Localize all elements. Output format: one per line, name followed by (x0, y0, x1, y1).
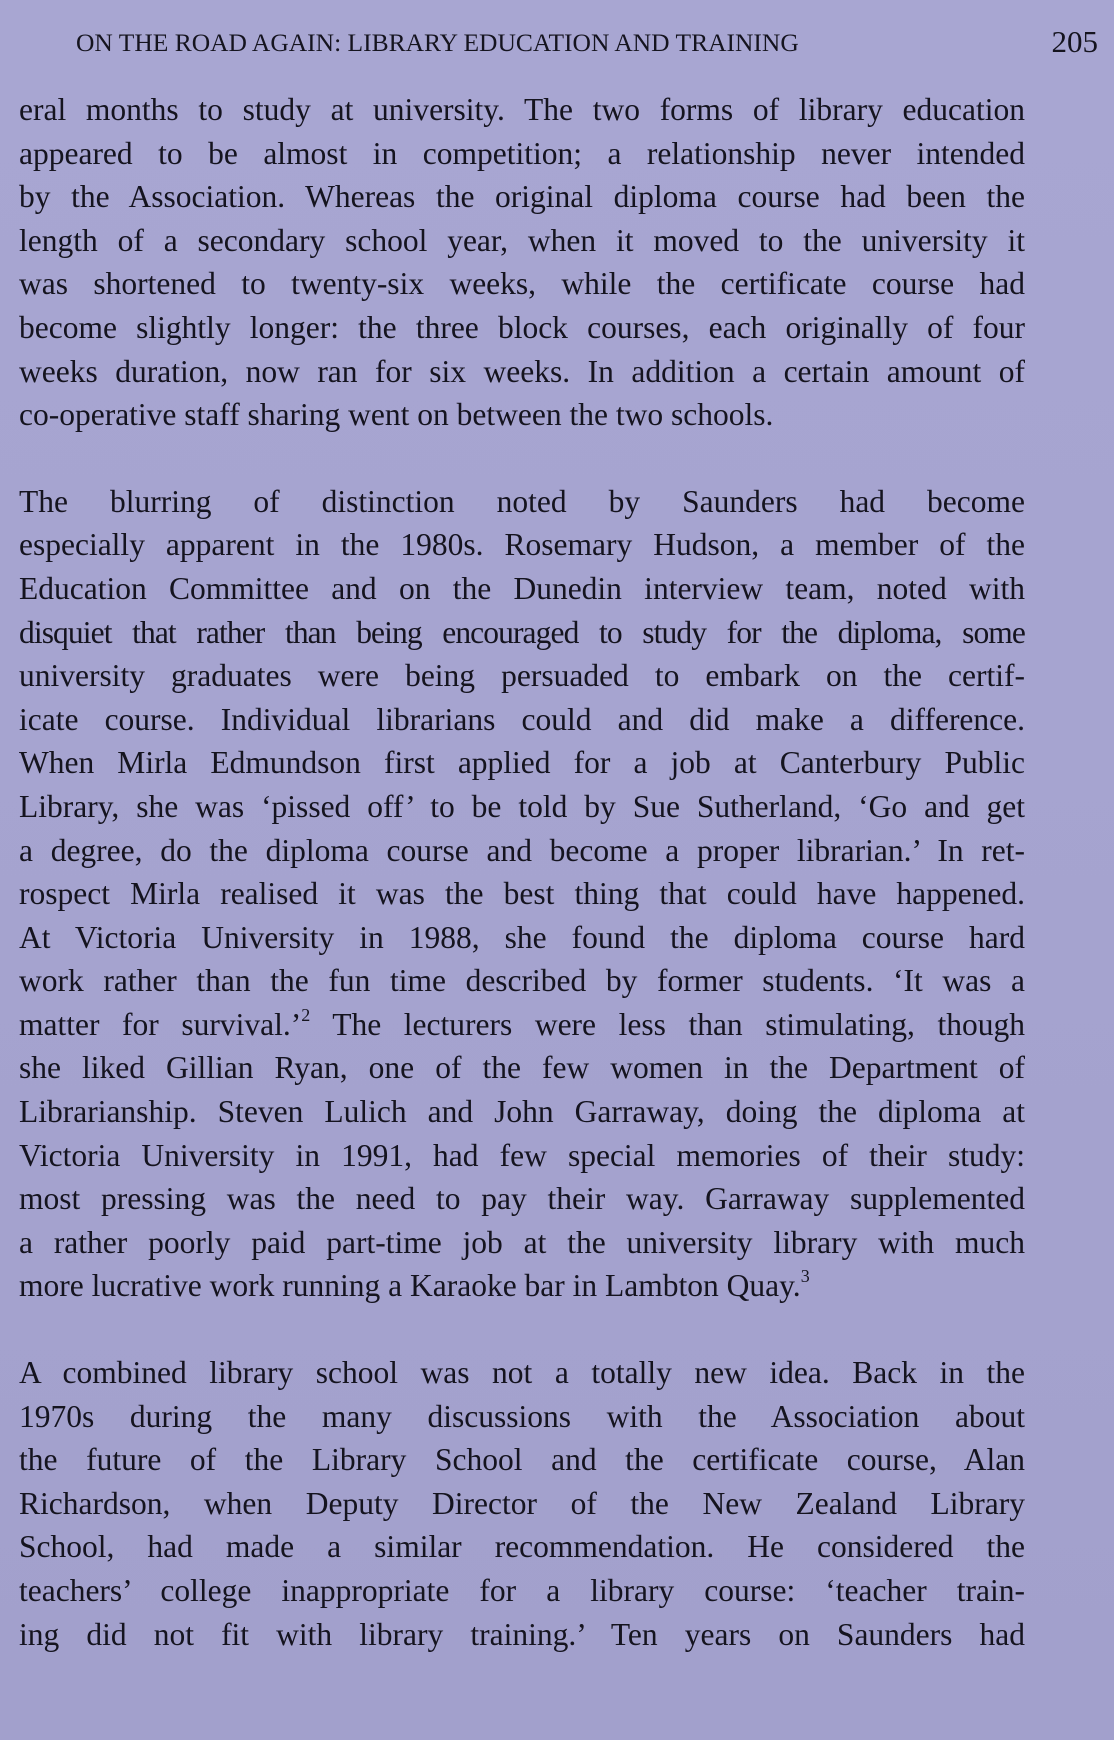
text-line-with-footnote (19, 1264, 1025, 1308)
text-segment: more lucrative work running a Karaoke bar in Lambton Quay. (19, 1268, 801, 1304)
text-line: Library, she was ‘pissed off’ to be told by Sue Sutherland, ‘Go and get (19, 788, 1025, 824)
running-head: ON THE ROAD AGAIN: LIBRARY EDUCATION AND TRAINING (76, 28, 799, 57)
text-line: The blurring of distinction noted by Saunders had become (19, 483, 1025, 519)
text-line: she liked Gillian Ryan, one of the few women in the Department of (19, 1050, 1025, 1086)
text-line: become slightly longer: the three block courses, each originally of four (19, 309, 1025, 345)
text-line: university graduates were being persuaded to embark on the certif- (19, 658, 1025, 694)
text-line: length of a secondary school year, when it moved to the university it (19, 222, 1025, 258)
text-line: weeks duration, now ran for six weeks. In addition a certain amount of (19, 353, 1025, 389)
paragraph-3 (19, 1351, 1025, 1656)
text-line: a rather poorly paid part-time job at the university library with much (19, 1224, 1025, 1260)
text-line: was shortened to twenty-six weeks, while the certificate course had (19, 266, 1025, 302)
text-segment: matter for survival.’ (19, 1006, 302, 1042)
text-line: When Mirla Edmundson first applied for a job at Canterbury Public (19, 745, 1025, 781)
text-line: most pressing was the need to pay their way. Garraway supplemented (19, 1181, 1025, 1217)
text-line: co-operative staff sharing went on between the two schools. (19, 397, 774, 433)
body-text (19, 88, 1025, 1656)
text-line: icate course. Individual librarians could and did make a difference. (19, 701, 1025, 737)
paragraph-2 (19, 480, 1025, 1308)
page-number: 205 (1051, 24, 1098, 59)
text-line: Richardson, when Deputy Director of the New Zealand Library (19, 1485, 1025, 1521)
text-line: 1970s during the many discussions with the Association about (19, 1398, 1025, 1434)
text-line: especially apparent in the 1980s. Rosemary Hudson, a member of the (19, 527, 1025, 563)
text-line: School, had made a similar recommendation. He considered the (19, 1529, 1025, 1565)
text-line: disquiet that rather than being encouraged to study for the diploma, some (19, 614, 1025, 650)
text-line: a degree, do the diploma course and become a proper librarian.’ In ret- (19, 832, 1025, 868)
paragraph-1 (19, 88, 1025, 437)
page-header (76, 24, 1098, 64)
text-line: Victoria University in 1991, had few special memories of their study: (19, 1137, 1025, 1173)
text-line: eral months to study at university. The two forms of library education (19, 92, 1025, 127)
text-line: the future of the Library School and the certificate course, Alan (19, 1442, 1025, 1478)
text-segment: The lecturers were less than stimulating, though (310, 1006, 1025, 1042)
text-line-with-footnote (19, 1003, 1025, 1047)
text-line: Librarianship. Steven Lulich and John Garraway, doing the diploma at (19, 1094, 1025, 1130)
footnote-marker: 2 (301, 1004, 311, 1025)
text-line: Education Committee and on the Dunedin interview team, noted with (19, 570, 1025, 606)
text-line: work rather than the fun time described by former students. ‘It was a (19, 963, 1025, 999)
text-line: teachers’ college inappropriate for a library course: ‘teacher train- (19, 1573, 1025, 1608)
text-line: rospect Mirla realised it was the best thing that could have happened. (19, 876, 1025, 912)
footnote-marker: 3 (800, 1266, 810, 1287)
text-line: ing did not fit with library training.’ Ten years on Saunders had (19, 1616, 1025, 1652)
text-line: A combined library school was not a totally new idea. Back in the (19, 1355, 1025, 1391)
text-line: At Victoria University in 1988, she found the diploma course hard (19, 919, 1025, 955)
text-line: by the Association. Whereas the original diploma course had been the (19, 179, 1025, 215)
text-line: appeared to be almost in competition; a relationship never intended (19, 135, 1025, 171)
